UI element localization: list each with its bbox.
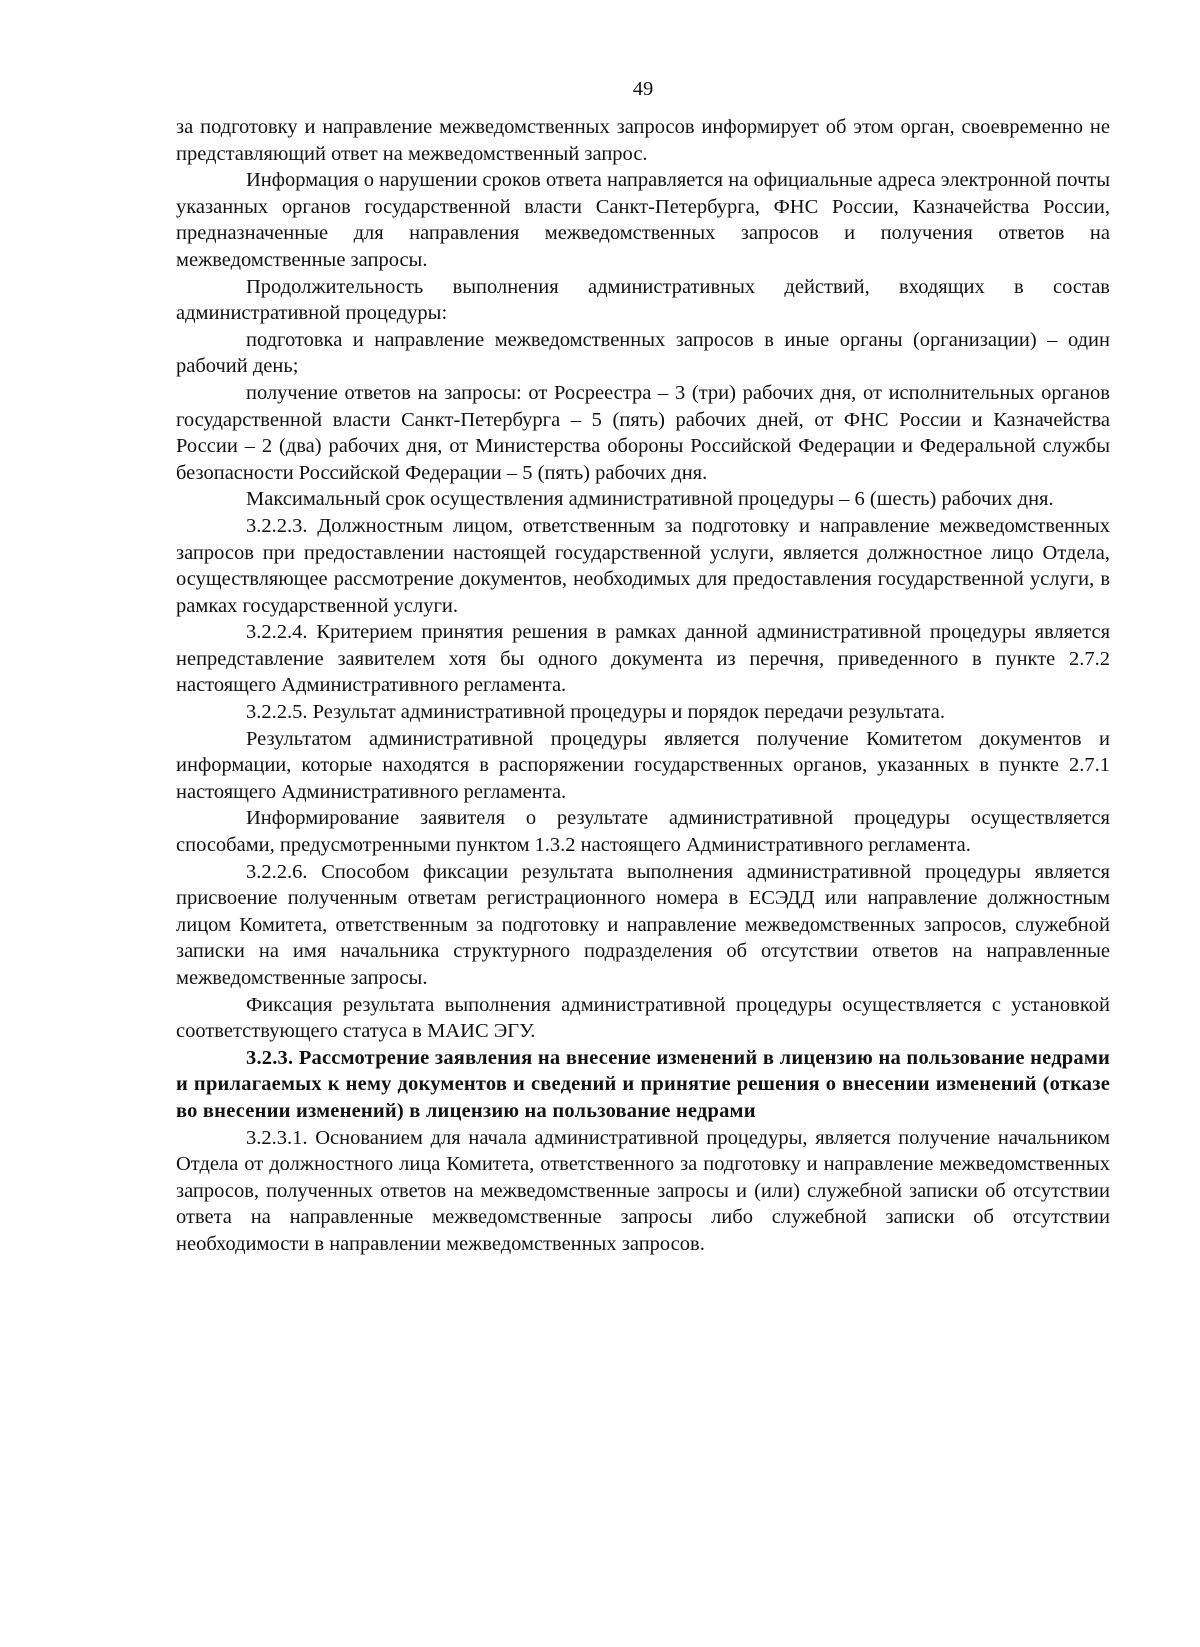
- paragraph-continuation: за подготовку и направление межведомственных запросов информирует об этом орган, своевременно не представляющий ответ на межведомственный запрос.: [176, 116, 1110, 165]
- paragraph-procedure-result: Результатом административной процедуры является получение Комитетом документов и информации, которые находятся в распоряжении государственных органов, указанных в пункте 2.7.1 настоящего Административного регламента.: [176, 727, 1110, 803]
- paragraph-3-2-2-5: 3.2.2.5. Результат административной процедуры и порядок передачи результата.: [246, 701, 945, 724]
- page-number: 49: [632, 78, 654, 100]
- paragraph-3-2-2-4: 3.2.2.4. Критерием принятия решения в рамках данной административной процедуры является непредставление заявителем хотя бы одного документа из перечня, приведенного в пункте 2.7.2 настоящего Административного регламента.: [176, 621, 1110, 697]
- paragraph-deadline-violation-info: Информация о нарушении сроков ответа направляется на официальные адреса электронной почты указанных органов государственной власти Санкт-Петербурга, ФНС России, Казначейства России, предназначенные для направления межведомственных запросов и получения ответов на межведомственные запросы.: [176, 169, 1110, 271]
- paragraph-result-fixation: Фиксация результата выполнения административной процедуры осуществляется с установкой соответствующего статуса в МАИС ЭГУ.: [176, 993, 1110, 1043]
- paragraph-duration-intro: Продолжительность выполнения административных действий, входящих в состав административной процедуры:: [176, 275, 1110, 325]
- section-heading-3-2-3: 3.2.3. Рассмотрение заявления на внесение изменений в лицензию на пользование недрами и прилагаемых к нему документов и сведений и принятие решения о внесении изменений (отказе во внесении изменений) в лицензию на пользование недрами: [176, 1046, 1110, 1122]
- paragraph-duration-responses: получение ответов на запросы: от Росреестра – 3 (три) рабочих дня, от исполнительных органов государственной власти Санкт-Петербурга – 5 (пять) рабочих дней, от ФНС России и Казначейства России – 2 (два) рабочих дня, от Министерства обороны Российской Федерации и Федеральной службы безопасности Российской Федерации – 5 (пять) рабочих дня.: [176, 381, 1110, 484]
- document-page: [176, 76, 1110, 1258]
- paragraph-max-duration: Максимальный срок осуществления административной процедуры – 6 (шесть) рабочих дня.: [246, 488, 1054, 511]
- paragraph-applicant-informing: Информирование заявителя о результате административной процедуры осуществляется способами, предусмотренными пунктом 1.3.2 настоящего Административного регламента.: [176, 807, 1110, 857]
- paragraph-3-2-2-3: 3.2.2.3. Должностным лицом, ответственным за подготовку и направление межведомственных запросов при предоставлении настоящей государственной услуги, является должностное лицо Отдела, осуществляющее рассмотрение документов, необходимых для предоставления государственной услуги, в рамках государственной услуги.: [176, 514, 1110, 617]
- paragraph-3-2-2-6: 3.2.2.6. Способом фиксации результата выполнения административной процедуры является присвоение полученным ответам регистрационного номера в ЕСЭДД или направление должностным лицом Комитета, ответственным за подготовку и направление межведомственных запросов, служебной записки на имя начальника структурного подразделения об отсутствии ответов на направленные межведомственные запросы.: [176, 860, 1110, 989]
- paragraph-3-2-3-1: 3.2.3.1. Основанием для начала административной процедуры, является получение начальником Отдела от должностного лица Комитета, ответственного за подготовку и направление межведомственных запросов, полученных ответов на межведомственные запросы и (или) служебной записки об отсутствии ответа на направленные межведомственные запросы либо служебной записки об отсутствии необходимости в направлении межведомственных запросов.: [176, 1126, 1110, 1255]
- paragraph-duration-preparation: подготовка и направление межведомственных запросов в иные органы (организации) – один рабочий день;: [176, 328, 1110, 378]
